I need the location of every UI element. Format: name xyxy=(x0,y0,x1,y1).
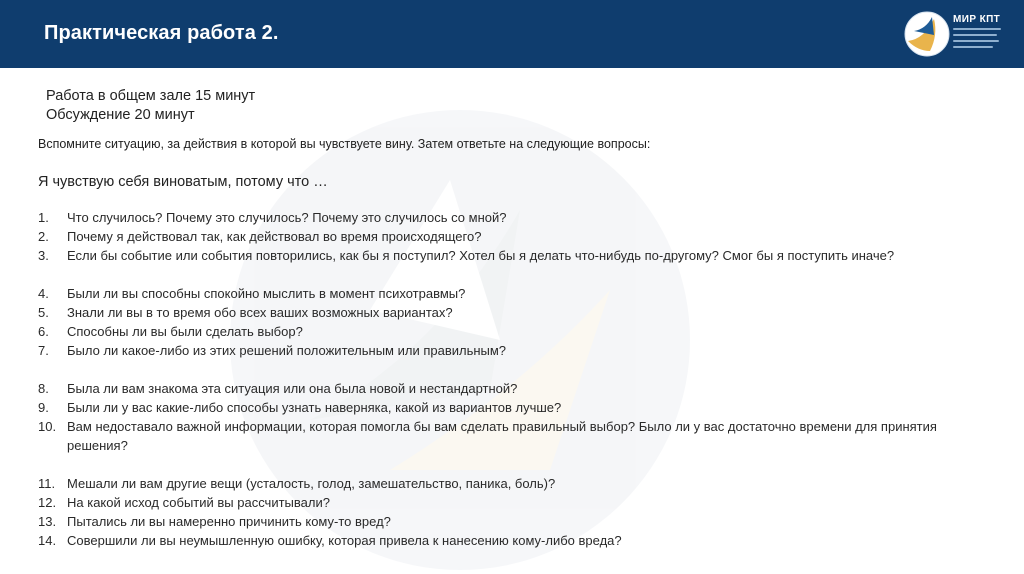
list-item-number: 14. xyxy=(38,533,57,548)
list-item-number: 6. xyxy=(38,324,49,339)
list-item-number: 4. xyxy=(38,286,49,301)
list-item-text: Способны ли вы были сделать выбор? xyxy=(67,324,303,339)
list-item-number: 12. xyxy=(38,495,57,510)
page-title: Практическая работа 2. xyxy=(44,22,279,44)
list-item-number: 9. xyxy=(38,400,49,415)
list-item xyxy=(38,208,998,227)
list-item-text: Если бы событие или события повторились, как бы я поступил? Хотел бы я делать что-нибудь по-другому? Смог бы я поступить иначе? xyxy=(67,248,895,263)
list-item-text: На какой исход событий вы рассчитывали? xyxy=(67,495,330,510)
list-item xyxy=(38,398,998,417)
list-item-number: 8. xyxy=(38,381,49,396)
list-item-text: Были ли вы способны спокойно мыслить в момент психотравмы? xyxy=(67,286,466,301)
list-item-number: 7. xyxy=(38,343,49,358)
list-item-text: Вам недоставало важной информации, которая помогла бы вам сделать правильный выбор? Было ли у вас достаточно времени для принятия решения? xyxy=(67,419,937,453)
session-info xyxy=(46,87,255,125)
list-item-number: 11. xyxy=(38,476,56,491)
list-item xyxy=(38,379,998,398)
list-item xyxy=(38,303,998,322)
list-item-text: Почему я действовал так, как действовал во время происходящего? xyxy=(67,229,482,244)
lead-sentence: Я чувствую себя виноватым, потому что … xyxy=(38,174,328,190)
list-item-number: 13. xyxy=(38,514,57,529)
list-item xyxy=(38,284,998,303)
list-group-spacer xyxy=(38,265,998,284)
list-item-number: 5. xyxy=(38,305,49,320)
list-item xyxy=(38,417,998,455)
instruction-text: Вспомните ситуацию, за действия в которой вы чувствуете вину. Затем ответьте на следующие вопросы: xyxy=(38,137,651,151)
list-item-text: Что случилось? Почему это случилось? Почему это случилось со мной? xyxy=(67,210,507,225)
list-item-number: 10. xyxy=(38,419,57,434)
list-item xyxy=(38,341,998,360)
list-group-spacer xyxy=(38,360,998,379)
session-info-line-1: Работа в общем зале 15 минут xyxy=(46,88,256,104)
list-item-text: Знали ли вы в то время обо всех ваших возможных вариантах? xyxy=(67,305,453,320)
logo-name: МИР КПТ xyxy=(953,14,1001,25)
list-item xyxy=(38,512,998,531)
list-item xyxy=(38,531,998,550)
list-item xyxy=(38,227,998,246)
list-item-number: 3. xyxy=(38,248,49,263)
list-item-text: Пытались ли вы намеренно причинить кому-то вред? xyxy=(67,514,391,529)
list-item xyxy=(38,246,998,265)
list-item-text: Совершили ли вы неумышленную ошибку, которая привела к нанесению кому-либо вреда? xyxy=(67,533,622,548)
list-item-text: Было ли какое-либо из этих решений положительным или правильным? xyxy=(67,343,507,358)
list-item xyxy=(38,322,998,341)
question-list xyxy=(38,208,998,550)
session-info-line-2: Обсуждение 20 минут xyxy=(46,107,195,123)
list-item-text: Была ли вам знакома эта ситуация или она была новой и нестандартной? xyxy=(67,381,518,396)
list-item xyxy=(38,474,998,493)
list-item-text: Были ли у вас какие-либо способы узнать наверняка, какой из вариантов лучше? xyxy=(67,400,562,415)
list-item xyxy=(38,493,998,512)
list-item-number: 1. xyxy=(38,210,49,225)
list-item-number: 2. xyxy=(38,229,49,244)
list-group-spacer xyxy=(38,455,998,474)
list-item-text: Мешали ли вам другие вещи (усталость, голод, замешательство, паника, боль)? xyxy=(67,476,556,491)
